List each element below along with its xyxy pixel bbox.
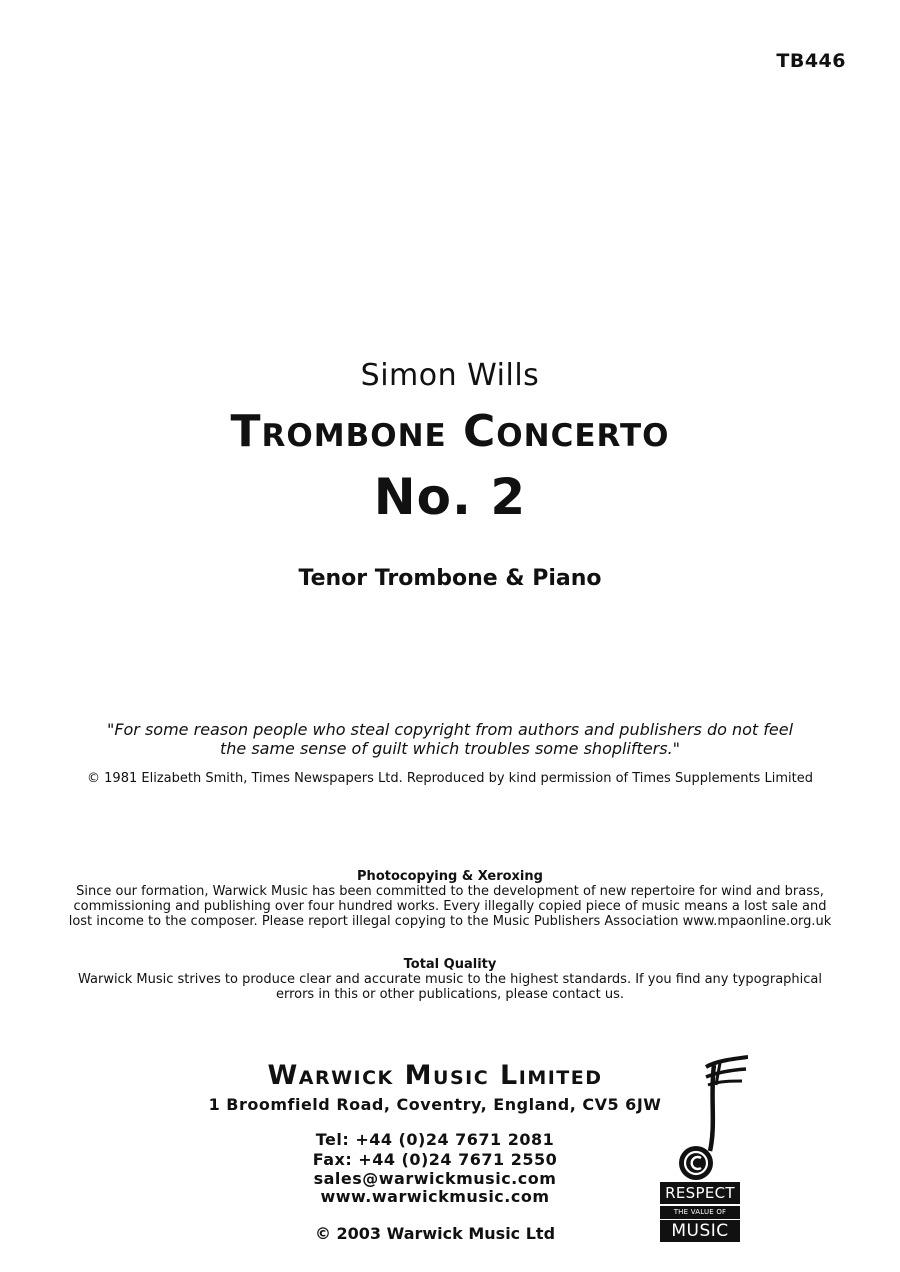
instrumentation: Tenor Trombone & Piano [298, 566, 602, 591]
logo-value-text: THE VALUE OF [660, 1206, 740, 1219]
logo-music-text: MUSIC [660, 1220, 740, 1242]
publisher-tel: Tel: +44 (0)24 7671 2081 [315, 1130, 555, 1149]
photocopying-line-3: lost income to the composer. Please report illegal copying to the Music Publishers Association www.mpaonline.org.uk [68, 914, 832, 929]
photocopying-line-2: commissioning and publishing over four hundred works. Every illegally copied piece of music means a lost sale and [73, 899, 827, 914]
photocopying-notice [0, 884, 900, 929]
logo-respect-text: RESPECT [660, 1182, 740, 1204]
publisher-email: sales@warwickmusic.com [313, 1169, 557, 1188]
music-note-copyright-icon [658, 1055, 748, 1181]
page-title: Trombone Concerto [230, 406, 670, 457]
quote-line-1: "For some reason people who steal copyright from authors and publishers do not feel [106, 720, 794, 739]
copyright-quote [0, 720, 900, 758]
photocopying-heading: Photocopying & Xeroxing [357, 869, 543, 884]
composer-name: Simon Wills [360, 358, 540, 393]
quote-line-2: the same sense of guilt which troubles some shoplifters." [219, 739, 681, 758]
total-quality-notice [0, 972, 900, 1002]
title-number: No. 2 [373, 468, 527, 526]
publisher-website: www.warwickmusic.com [320, 1187, 550, 1206]
quote-credit: © 1981 Elizabeth Smith, Times Newspapers Ltd. Reproduced by kind permission of Times Supplements Limited [87, 771, 813, 786]
catalog-number: TB446 [776, 50, 846, 72]
respect-the-value-of-music-logo [658, 1055, 748, 1245]
publisher-address: 1 Broomfield Road, Coventry, England, CV5 6JW [208, 1095, 662, 1114]
photocopying-line-1: Since our formation, Warwick Music has been committed to the development of new repertoire for wind and brass, [76, 884, 824, 899]
publisher-name: Warwick Music Limited [267, 1060, 603, 1091]
total-quality-line-1: Warwick Music strives to produce clear and accurate music to the highest standards. If you find any typographical [77, 972, 823, 987]
total-quality-line-2: errors in this or other publications, please contact us. [275, 987, 625, 1002]
publisher-fax: Fax: +44 (0)24 7671 2550 [312, 1150, 558, 1169]
publisher-copyright: © 2003 Warwick Music Ltd [314, 1224, 556, 1243]
total-quality-heading: Total Quality [403, 957, 497, 972]
